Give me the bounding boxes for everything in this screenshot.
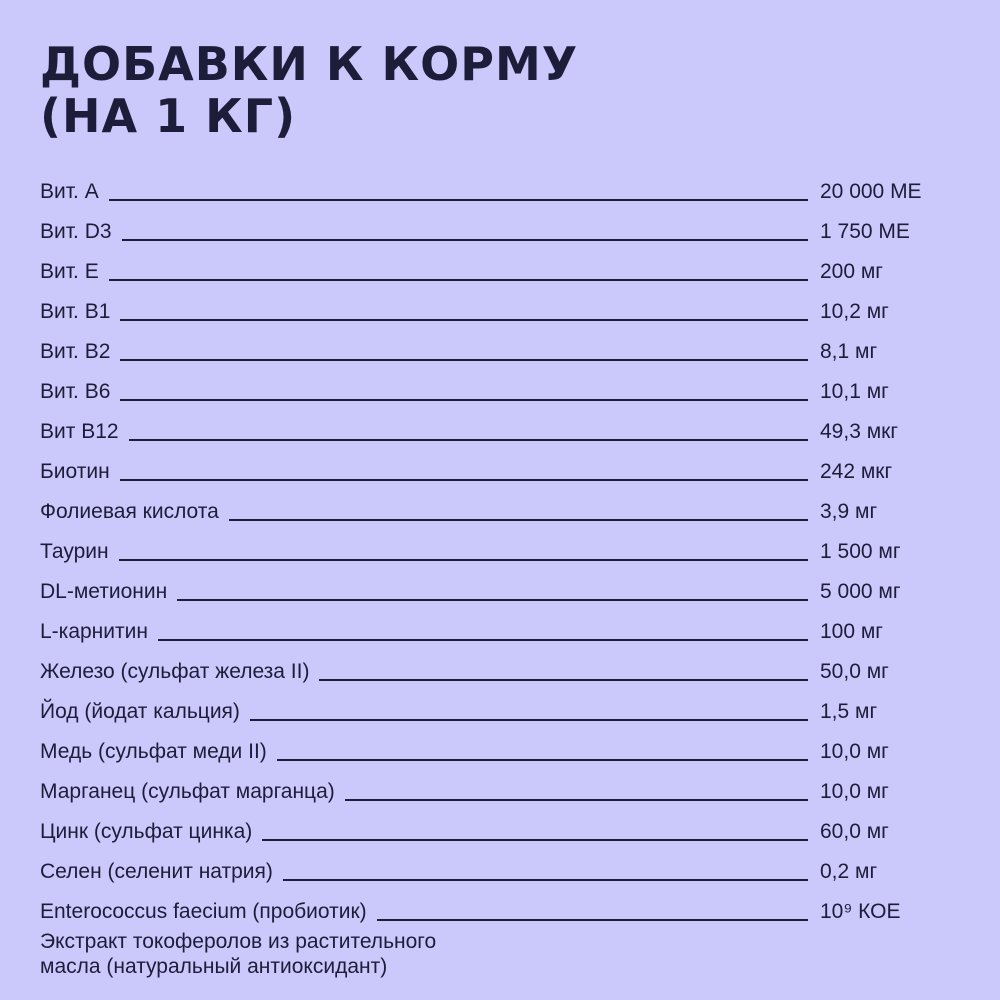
supplement-name: Фолиевая кислота bbox=[40, 500, 219, 523]
supplement-name: Селен (селенит натрия) bbox=[40, 860, 273, 883]
supplement-name: Железо (сульфат железа II) bbox=[40, 660, 310, 683]
list-item bbox=[40, 486, 960, 526]
leader-line bbox=[283, 879, 808, 881]
supplement-name: Марганец (сульфат марганца) bbox=[40, 780, 335, 803]
leader-line bbox=[119, 559, 808, 561]
supplement-amount: 10⁹ КОЕ bbox=[820, 900, 901, 923]
leader-line bbox=[120, 399, 808, 401]
supplement-amount: 5 000 мг bbox=[820, 580, 901, 603]
leader-line bbox=[158, 639, 808, 641]
supplement-amount: 3,9 мг bbox=[820, 500, 878, 523]
leader-line bbox=[229, 519, 808, 521]
list-item bbox=[40, 726, 960, 766]
list-item bbox=[40, 686, 960, 726]
list-item bbox=[40, 406, 960, 446]
leader-line bbox=[109, 279, 808, 281]
supplement-amount: 20 000 МЕ bbox=[820, 180, 922, 203]
list-item bbox=[40, 366, 960, 406]
supplement-name: Вит B12 bbox=[40, 420, 119, 443]
list-item bbox=[40, 886, 960, 926]
supplement-name: L-карнитин bbox=[40, 620, 148, 643]
title-line-1: ДОБАВКИ К КОРМУ bbox=[40, 37, 579, 91]
supplement-amount: 1 500 мг bbox=[820, 540, 901, 563]
supplement-name: Медь (сульфат меди II) bbox=[40, 740, 267, 763]
list-item bbox=[40, 806, 960, 846]
list-item bbox=[40, 446, 960, 486]
leader-line bbox=[120, 479, 808, 481]
supplement-amount: 60,0 мг bbox=[820, 820, 889, 843]
footnote-line-1: Экстракт токоферолов из растительного bbox=[40, 930, 437, 953]
leader-line bbox=[345, 799, 808, 801]
leader-line bbox=[177, 599, 808, 601]
supplement-amount: 10,2 мг bbox=[820, 300, 889, 323]
supplement-amount: 1 750 МЕ bbox=[820, 220, 910, 243]
leader-line bbox=[262, 839, 808, 841]
supplement-name: Enterococcus faecium (пробиотик) bbox=[40, 900, 367, 923]
supplement-name: Йод (йодат кальция) bbox=[40, 700, 240, 723]
leader-line bbox=[319, 679, 808, 681]
supplement-name: Цинк (сульфат цинка) bbox=[40, 820, 253, 843]
supplement-name: Вит. B6 bbox=[40, 380, 111, 403]
leader-line bbox=[277, 759, 808, 761]
supplement-name: Вит. A bbox=[40, 180, 99, 203]
list-item bbox=[40, 286, 960, 326]
list-item bbox=[40, 566, 960, 606]
supplement-name: Биотин bbox=[40, 460, 110, 483]
leader-line bbox=[377, 919, 808, 921]
list-item bbox=[40, 646, 960, 686]
list-item bbox=[40, 326, 960, 366]
supplement-amount: 242 мкг bbox=[820, 460, 893, 483]
leader-line bbox=[250, 719, 808, 721]
leader-line bbox=[109, 199, 808, 201]
footnote-line-2: масла (натуральный антиоксидант) bbox=[40, 955, 388, 978]
title-line-2: (НА 1 КГ) bbox=[40, 89, 297, 143]
supplement-amount: 1,5 мг bbox=[820, 700, 878, 723]
supplement-amount: 10,0 мг bbox=[820, 740, 889, 763]
footnote bbox=[40, 929, 560, 979]
supplement-name: DL-метионин bbox=[40, 580, 168, 603]
leader-line bbox=[120, 359, 808, 361]
list-item bbox=[40, 606, 960, 646]
list-item bbox=[40, 246, 960, 286]
list-item bbox=[40, 206, 960, 246]
list-item bbox=[40, 166, 960, 206]
supplement-name: Таурин bbox=[40, 540, 109, 563]
supplement-amount: 10,1 мг bbox=[820, 380, 889, 403]
supplement-amount: 100 мг bbox=[820, 620, 883, 643]
leader-line bbox=[129, 439, 808, 441]
supplement-name: Вит. E bbox=[40, 260, 99, 283]
leader-line bbox=[120, 319, 808, 321]
supplement-amount: 0,2 мг bbox=[820, 860, 878, 883]
supplement-list bbox=[40, 166, 960, 926]
list-item bbox=[40, 526, 960, 566]
supplement-amount: 8,1 мг bbox=[820, 340, 878, 363]
list-item bbox=[40, 766, 960, 806]
supplement-amount: 50,0 мг bbox=[820, 660, 889, 683]
supplement-amount: 49,3 мкг bbox=[820, 420, 898, 443]
supplement-amount: 10,0 мг bbox=[820, 780, 889, 803]
supplement-name: Вит. B1 bbox=[40, 300, 111, 323]
supplement-name: Вит. D3 bbox=[40, 220, 112, 243]
leader-line bbox=[122, 239, 808, 241]
page-title bbox=[40, 38, 578, 142]
supplement-name: Вит. B2 bbox=[40, 340, 111, 363]
supplement-amount: 200 мг bbox=[820, 260, 883, 283]
list-item bbox=[40, 846, 960, 886]
